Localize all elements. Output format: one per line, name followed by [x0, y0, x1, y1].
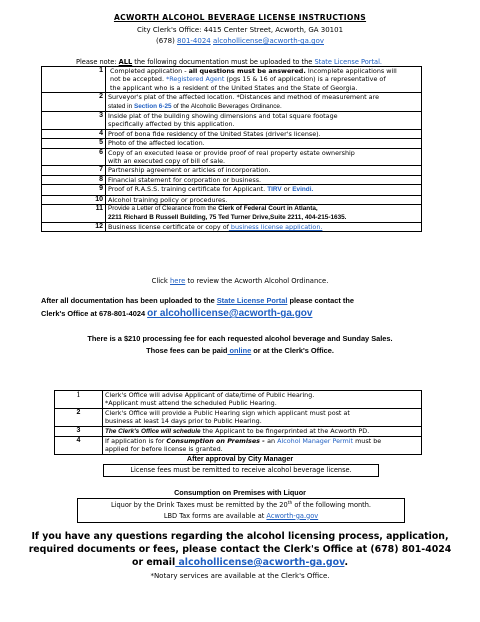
row-text — [106, 93, 422, 112]
row-text: Alcohol training policy or procedures. — [106, 195, 422, 204]
row-number: 12 — [42, 222, 106, 231]
requirements-table — [41, 66, 422, 232]
table-row — [42, 222, 422, 231]
table-row — [42, 166, 422, 175]
office-address: City Clerk's Office: 4415 Center Street, Acworth, GA 30101 — [136, 26, 344, 34]
text: with an executed copy of bill of sale. — [108, 157, 226, 166]
text: Clerk's Office will provide a Public Hearing sign which applicant must post at — [105, 408, 350, 417]
text: or — [281, 185, 293, 194]
table-row — [42, 148, 422, 166]
closing-line-1: If you have any questions regarding the alcohol licensing process, application, — [31, 531, 449, 542]
text: Incomplete applications will — [305, 67, 397, 75]
table-row — [42, 205, 422, 223]
liquor-line-1 — [78, 499, 404, 511]
email-link-2[interactable]: or alcohollicense@acworth-ga.gov — [147, 308, 313, 319]
registered-agent-link[interactable]: *Registered Agent — [166, 75, 225, 84]
text: the Applicant to be fingerprinted at the Acworth PD. — [200, 426, 370, 435]
row-text: Financial statement for corporation or business. — [106, 175, 422, 184]
text: or email — [132, 557, 176, 568]
note-middle: the following documentation must be uploaded to the — [132, 58, 315, 66]
row-text — [106, 67, 422, 93]
table-row — [42, 67, 422, 93]
closing-line-2: required documents or fees, please contact the Clerk's Office at (678) 801-4024 — [28, 544, 452, 555]
after-upload-line-2 — [41, 308, 312, 319]
text: th — [287, 501, 293, 506]
text: applied for before license is granted. — [105, 445, 223, 454]
email-link-3[interactable]: alcohollicense@acworth-ga.gov — [175, 557, 345, 568]
text: Liquor by the Drink Taxes must be remitted by the 20 — [110, 501, 288, 510]
text: Copy of an executed lease or provide proof of real property estate ownership — [108, 148, 355, 157]
text: of the following month. — [292, 501, 372, 510]
text: The Clerk's Office will schedule — [105, 427, 201, 435]
ordinance-here-link[interactable]: here — [169, 277, 186, 285]
text: Clerk's Office at 678-801-4024 — [41, 309, 148, 318]
contact-line — [0, 37, 480, 45]
row-number: 3 — [55, 426, 103, 436]
text: Completed application - — [110, 67, 189, 75]
text: Clerk's Office will advise Applicant of date/time of Public Hearing. — [105, 391, 315, 399]
text: Consumption on Premises - — [166, 437, 268, 446]
text: LBD Tax forms are available at — [163, 511, 267, 520]
table-row — [42, 195, 422, 204]
table-row — [55, 426, 422, 436]
row-number: 7 — [42, 166, 106, 175]
fee-line-2 — [0, 346, 480, 355]
table-row — [55, 437, 422, 455]
text: must be — [353, 437, 382, 446]
table-row — [42, 93, 422, 112]
table-row — [55, 408, 422, 426]
row-number: 9 — [42, 185, 106, 195]
table-row — [42, 129, 422, 138]
fee-line-1: There is a $210 processing fee for each requested alcohol beverage and Sunday Sales. — [87, 334, 393, 343]
text: Proof of R.A.S.S. training certificate for Applicant. — [108, 185, 268, 194]
text: or at the Clerk's Office. — [251, 346, 334, 355]
evindi-link[interactable]: Evindi. — [292, 186, 314, 194]
text: If application is for — [105, 437, 167, 446]
liquor-line-2 — [78, 511, 404, 522]
row-number: 8 — [42, 175, 106, 184]
text: an — [267, 437, 278, 446]
row-text — [103, 426, 422, 436]
text: the applicant who is a resident of the United States and the State of Georgia. — [110, 83, 358, 92]
row-number: 4 — [42, 129, 106, 138]
steps-table — [54, 390, 422, 455]
ordinance-line — [0, 277, 480, 285]
tirv-link[interactable]: TIRV — [267, 186, 282, 194]
email-link[interactable]: alcohollicense@acworth-ga.gov — [212, 37, 325, 45]
text: Surveyor's plat of the affected location. *Distances and method of measurement are — [108, 93, 379, 102]
text: of the Alcoholic Beverages Ordinance. — [171, 102, 282, 110]
row-text — [103, 437, 422, 455]
text: Provide a Letter of Clearance from the — [108, 205, 219, 213]
state-license-portal-link[interactable]: State License Portal. — [314, 58, 383, 66]
manager-box: License fees must be remitted to receive alcohol beverage license. — [103, 464, 379, 477]
text: Clerk of Federal Court in Atlanta, — [218, 205, 318, 213]
after-upload-line-1 — [41, 296, 354, 305]
row-number: 10 — [42, 195, 106, 204]
upload-note — [76, 58, 382, 66]
row-text: Proof of bona fide residency of the United States (driver's license). — [106, 129, 422, 138]
liquor-box — [77, 498, 405, 523]
table-row — [42, 185, 422, 195]
liquor-section-title: Consumption on Premises with Liquor — [174, 488, 306, 497]
row-text — [106, 112, 422, 130]
notary-note: *Notary services are available at the Clerk's Office. — [150, 572, 330, 580]
text: . — [344, 557, 348, 568]
pay-online-link[interactable]: online — [227, 346, 252, 355]
note-prefix: Please note: — [76, 58, 119, 66]
text: all questions must be answered. — [188, 67, 306, 75]
row-number: 11 — [42, 205, 106, 223]
row-text — [106, 222, 422, 231]
phone-link[interactable]: 801-4024 — [177, 37, 211, 45]
alcohol-manager-permit-link[interactable]: Alcohol Manager Permit — [277, 437, 354, 446]
text: Inside plat of the building showing dimensions and total square footage — [108, 112, 338, 121]
text: *Applicant must attend the scheduled Public Hearing. — [105, 399, 277, 408]
row-text: Partnership agreement or articles of incorporation. — [106, 166, 422, 175]
table-row — [55, 391, 422, 409]
document-title: ACWORTH ALCOHOL BEVERAGE LICENSE INSTRUCTIONS — [113, 13, 367, 22]
note-all: ALL — [118, 58, 133, 66]
text: Business license certificate or copy of — [108, 222, 229, 231]
text: specifically affected by this application. — [108, 120, 235, 129]
text: please contact the — [287, 296, 354, 305]
text: not be accepted. — [110, 75, 167, 84]
row-text — [106, 205, 422, 223]
row-text — [106, 148, 422, 166]
row-text: Photo of the affected location. — [106, 139, 422, 148]
row-number: 1 — [42, 67, 106, 93]
text: business at least 14 days prior to Public Hearing. — [105, 417, 262, 426]
text: Click — [151, 277, 170, 285]
row-text — [103, 391, 422, 409]
manager-section-title: After approval by City Manager — [186, 454, 294, 463]
text: to review the Acworth Alcohol Ordinance. — [185, 277, 329, 285]
row-number: 4 — [55, 437, 103, 455]
text: Those fees can be paid — [146, 346, 228, 355]
text: After all documentation has been uploaded to the — [41, 296, 217, 305]
text: (pgs 15 & 16 of application) is a representative of — [224, 75, 386, 84]
table-row — [42, 175, 422, 184]
section-6-25-link[interactable]: Section 6-25 — [133, 102, 172, 110]
row-number: 5 — [42, 139, 106, 148]
acworth-ga-link[interactable]: Acworth-ga.gov — [266, 511, 319, 520]
table-row — [42, 139, 422, 148]
row-text — [103, 408, 422, 426]
row-number: 2 — [55, 408, 103, 426]
closing-line-3 — [0, 557, 480, 568]
business-license-application-link[interactable]: business license application. — [228, 222, 323, 231]
row-number: 2 — [42, 93, 106, 112]
phone-prefix: (678) — [155, 37, 178, 45]
row-number: 3 — [42, 112, 106, 130]
row-number: 6 — [42, 148, 106, 166]
text: stated in — [108, 102, 134, 110]
state-license-portal-link-2[interactable]: State License Portal — [216, 296, 288, 305]
row-text — [106, 185, 422, 195]
table-row — [42, 112, 422, 130]
row-number: 1 — [55, 391, 103, 409]
text: 2211 Richard B Russell Building, 75 Ted Turner Drive,Suite 2211, 404-215-1635. — [108, 213, 347, 221]
